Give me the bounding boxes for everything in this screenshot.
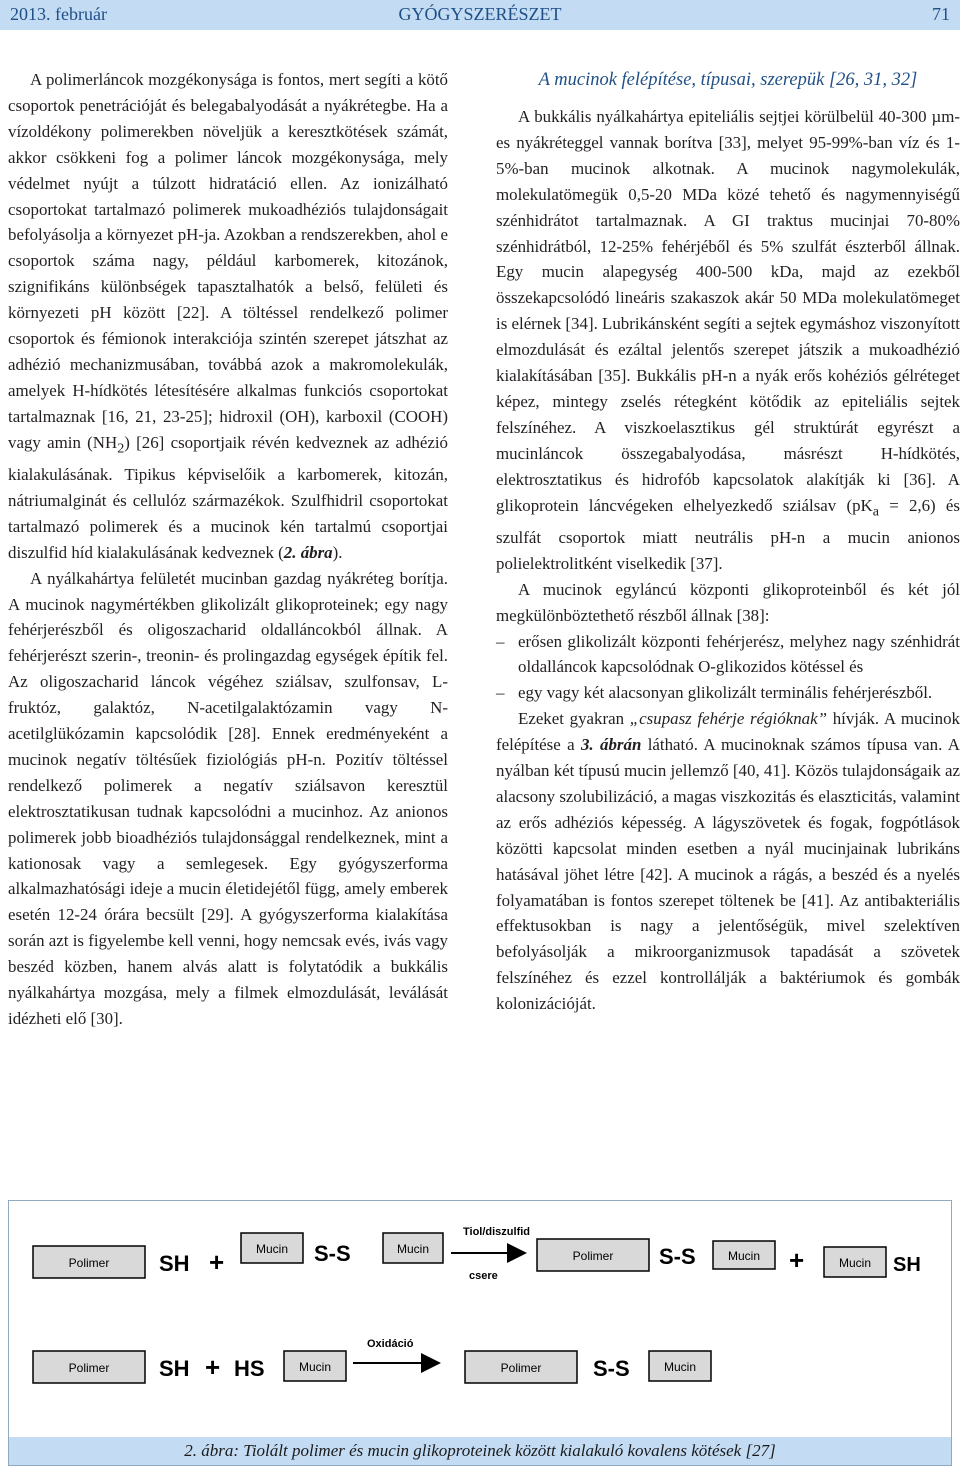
left-paragraph-1 — [8, 67, 448, 566]
list-item — [496, 629, 960, 681]
polimer-label: Polimer — [68, 1256, 110, 1270]
dash-marker: – — [496, 631, 505, 651]
subscript: 2 — [117, 440, 125, 457]
right-paragraph-3 — [496, 706, 960, 1017]
text: látható. A mucinoknak számos típusa van. A nyálban két típusú mucin jellemző [40, 41]. Közös tulajdonságaik az alacsony szolubilizáció, a magas viszkozitás és elaszticitás, valamint az erős adhéziós képesség. A lágyszövetek és fogak, fogpótlások közötti kapcsolat minden esetben a nyál mucinjainak lubrikáns hatásával jöhet létre [42]. A mucinok a rágás, a beszéd és a nyelés folyamatában is fontos szerepet töltenek be [41]. Az antibakteriális effektusokban is nagy a jelentőségük, mivel szelektíven befolyásolják a mikroorganizmusok tapadását a szövetek felszínéhez és ezzel kontrollálják a baktériumok és gombák kolonizációját. — [496, 735, 960, 1014]
text: erősen glikolizált központi fehérjerész, melyhez nagy szénhidrát oldalláncok kapcsolódnak O-glikozidos kötéssel és — [518, 631, 960, 677]
mucin-label: Mucin — [727, 1249, 761, 1263]
mucin-label: Mucin — [663, 1360, 697, 1374]
journal-title: GYÓGYSZERÉSZET — [398, 4, 562, 24]
text: ). — [332, 542, 343, 562]
row-oxidation — [33, 1338, 711, 1383]
arrow-label: Oxidáció — [367, 1338, 414, 1350]
section-title: A mucinok felépítése, típusai, szerepük [26, 31, 32] — [538, 70, 918, 90]
text: egy vagy két alacsonyan glikolizált terminális fehérjerészből. — [518, 683, 933, 703]
plus-sign: + — [205, 1352, 221, 1382]
text: A polimerláncok mozgékonysága is fontos, mert segíti a kötő csoportok penetrációját és belegabalyodását a nyákrétegbe. Ha a vízoldékony polimerekben növeljük a keresztkötések számát, akkor csökkeni fog a polimer láncok mozgékonysága, mely védelmet nyújt a túlzott hidratáció ellen. Az ionizálható csoportokat tartalmazó polimerek mukoadhéziós tulajdonságait befolyásolja a környezet pH-ja. Azokban a rendszerekben, ahol e csoportok száma nagy, például karbomerek, kitozánok, szignifikáns különbségek tapasztalhatók a belső, felületi és környezeti pH között [22]. A töltéssel rendelkező polimer csoportok és fémionok interakciója szintén szerepet játszhat az adhézió mechanizmusában, továbbá azok a makromolekulák, amelyek H-hídkötés létesítésére alkalmas funkciós csoportokat tartalmaznak [16, 21, 23-25]; hidroxil (OH), karboxil (COOH) vagy amin (NH — [8, 70, 448, 452]
mucin-label: Mucin — [396, 1242, 430, 1256]
text: ) [26] csoportjaik révén kedveznek az adhézió kialakulásának. Tipikus képviselőik a karbomerek, kitozán, nátriumalginát és cellulóz származékok. Szulfhidril csoportokat tartalmazó polimerek és a mucinok kén tartalmú csoportjai diszulfid híd kialakulásának kedveznek ( — [8, 432, 449, 562]
quoted-term: „csupasz fehérje régióknak” — [629, 709, 827, 729]
polimer-label: Polimer — [572, 1249, 614, 1263]
arrow-label: csere — [469, 1270, 498, 1282]
sh-group: SH — [893, 1254, 921, 1276]
plus-sign: + — [789, 1245, 805, 1275]
text: A bukkális nyálkahártya epiteliális sejtjei körülbelül 40-300 µm-es nyákréteggel vannak borítva [33], melyet 95-99%-ban víz és 1-5%-ban mucinok alkotnak. A mucinok nagymolekulák, molekulatömegük 0,5-20 MDa közé tehető és nagymennyiségű szénhidrátot tartalmaznak. A GI traktus mucinjai 70-80% szénhidrátból, 12-25% fehérjéből és 5% szulfát észterből állnak. Egy mucin alapegység 400-500 kDa, majd az ezekből összekapcsolódó lineáris szakaszok akár 50 MDa molekulatömeget is elérnek [34]. Lubrikánsként segíti a sejtek egymáshoz viszonyított elmozdulását és ezáltal jelentős szerepet játszik a mukoadhézió kialakításában [35]. Bukkális pH-n a nyák erős kohéziós gélréteget képez, mintegy zselés rétegként kötődik az epiteliális sejtek felszínéhez. A viszkoelasztikus gél struktúrát egyrészt a mucinláncok összegabalyodása, másrészt H-hídkötés, elektrosztatikus és hidrofób kapcsolatok alakítják ki [36]. A glikoprotein láncvégeken elhelyezkedő sziálsav (pK — [496, 107, 960, 515]
dash-marker: – — [496, 683, 505, 703]
hs-group: HS — [234, 1356, 265, 1381]
page-header — [0, 0, 960, 30]
plus-sign: + — [209, 1247, 225, 1277]
figure-2 — [8, 1200, 952, 1466]
left-column — [8, 67, 448, 1032]
polimer-label: Polimer — [68, 1361, 110, 1375]
right-column — [496, 67, 960, 1017]
disulfide-bond: S-S — [314, 1241, 351, 1266]
subscript: a — [872, 502, 879, 519]
figure-reference: 2. ábra — [283, 542, 333, 562]
disulfide-bond: S-S — [593, 1356, 630, 1381]
figure-reference: 3. ábrán — [580, 735, 642, 755]
mucin-label: Mucin — [255, 1242, 289, 1256]
right-paragraph-1 — [496, 104, 960, 577]
mucin-label: Mucin — [298, 1360, 332, 1374]
mucin-label: Mucin — [838, 1256, 872, 1270]
text: = 2,6) és szulfát csoportok miatt neutrális pH-n a mucin anionos polielektrolitként viselkedik [37]. — [496, 495, 960, 573]
row-thiol-exchange — [33, 1226, 921, 1282]
disulfide-bond: S-S — [659, 1244, 696, 1269]
arrow-label: Tiol/diszulfid — [463, 1226, 531, 1238]
figure-caption: 2. ábra: Tiolált polimer és mucin glikoproteinek között kialakuló kovalens kötések [27] — [9, 1437, 951, 1465]
right-paragraph-2: A mucinok egyláncú központi glikoproteinből és két jól megkülönböztethető részből állnak [38]: — [496, 579, 960, 625]
text: Ezeket gyakran — [518, 709, 630, 729]
left-paragraph-2: A nyálkahártya felületét mucinban gazdag nyákréteg borítja. A mucinok nagymértékben glikolizált glikoproteinek; egy nagy fehérjerészből és oligoszacharid oldalláncokból állnak. A fehérjerészt szerin-, treonin- és prolingazdag egységek építik fel. Az oligoszacharid láncok végéhez sziálsav, szulfonsav, L-fruktóz, galaktóz, N-acetilgalaktózamin vagy N-acetilglükózamin kapcsolódik [28]. Ennek eredményeként a mucinok negatív töltésűek fiziológiás pH-n. Pozitív töltéssel rendelkező polimerek a negatív sziálsavon keresztül elektrosztatikusan tudnak kapcsolódni a mucinhoz. Az anionos polimerek jobb bioadhéziós tulajdonsággal rendelkeznek, mint a kationosak vagy a semlegesek. Egy gyógyszerforma alkalmazhatósági ideje a mucin életidejétől függ, amely emberek esetén 12-24 órára becsült [29]. A gyógyszerforma kialakítása során azt is figyelembe kell venni, hogy nemcsak evés, ivás vagy beszéd közben, hanem alvás alatt is folytatódik a bukkális nyálkahártya mozgása, mely a filmek elmozdulását, leválását idézheti elő [30]. — [8, 568, 448, 1028]
polimer-label: Polimer — [500, 1361, 542, 1375]
sh-group: SH — [159, 1356, 190, 1381]
text: hívják. A mucinok felépítése a — [496, 709, 960, 755]
page-number: 71 — [932, 4, 950, 24]
list-item — [496, 680, 960, 706]
reaction-diagram — [9, 1201, 951, 1437]
issue-date: 2013. február — [10, 4, 107, 24]
sh-group: SH — [159, 1251, 190, 1276]
